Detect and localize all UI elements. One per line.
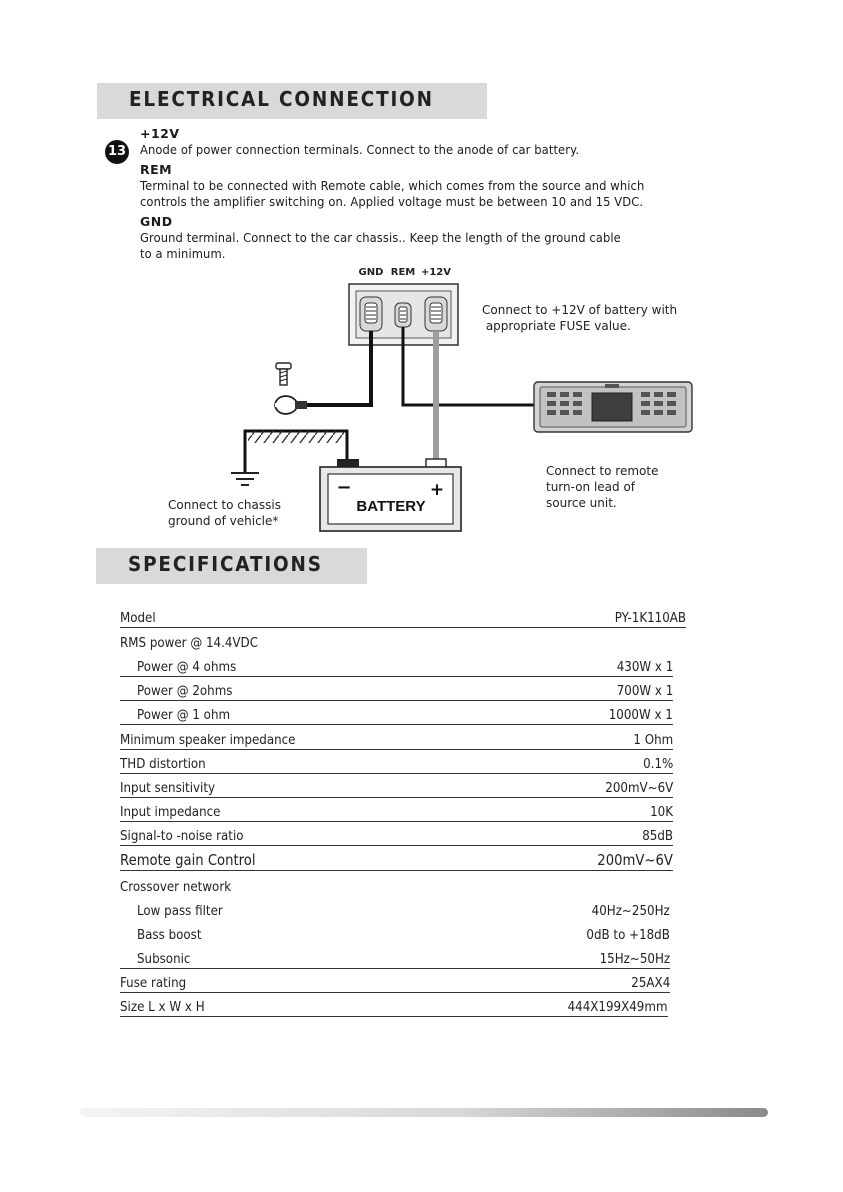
spec-label: Low pass filter: [137, 903, 223, 919]
term-description: Ground terminal. Connect to the car chassis.. Keep the length of the ground cable: [140, 231, 621, 245]
spec-row-bass-boost: [120, 920, 670, 944]
ground-symbol-icon: [231, 473, 259, 485]
ring-terminal-icon: [275, 396, 307, 414]
specifications-banner: [96, 548, 367, 584]
spec-value: PY-1K110AB: [614, 610, 686, 626]
spec-value: 0dB to +18dB: [586, 927, 670, 943]
spec-label: THD distortion: [120, 756, 206, 772]
note-fuse: Connect to +12V of battery with appropriate FUSE value.: [482, 303, 678, 333]
spec-row-power-1ohm: [120, 700, 673, 725]
spec-value: 200mV~6V: [604, 780, 673, 796]
wiring-diagram: [0, 255, 843, 575]
spec-value: 85dB: [642, 828, 673, 844]
spec-row-fuse: [120, 968, 670, 993]
spec-row-remote-gain: [120, 846, 673, 871]
battery-icon: [320, 459, 461, 531]
terminal-gnd: [360, 297, 382, 331]
spec-label: Size L x W x H: [120, 999, 205, 1015]
spec-label: Model: [120, 610, 156, 626]
spec-value: 430W x 1: [616, 659, 673, 675]
section-title-specifications: SPECIFICATIONS: [128, 552, 323, 576]
spec-value: 1 Ohm: [633, 732, 673, 748]
step-number-badge: 13: [105, 140, 129, 164]
spec-row-power-4ohm: [120, 652, 673, 677]
term-12v: [140, 126, 597, 158]
spec-row-low-pass: [120, 896, 670, 920]
spec-row-thd: [120, 749, 673, 774]
spec-value: 200mV~6V: [597, 851, 673, 869]
spec-value: 0.1%: [642, 756, 673, 772]
spec-label: Power @ 1 ohm: [137, 707, 231, 723]
term-description: Terminal to be connected with Remote cable, which comes from the source and which: [140, 179, 645, 193]
spec-value: 444X199X49mm: [568, 999, 668, 1015]
spec-label: Fuse rating: [120, 975, 187, 991]
term-rem: [140, 162, 665, 210]
spec-value: 15Hz~50Hz: [599, 951, 670, 967]
spec-row-subsonic: [120, 944, 670, 969]
spec-label: Bass boost: [137, 927, 202, 943]
note-remote-turn-on: Connect to remote turn-on lead of source unit.: [546, 464, 659, 510]
spec-row-input-sensitivity: [120, 773, 673, 798]
note-chassis-ground: Connect to chassis ground of vehicle*: [168, 498, 281, 528]
term-name: GND: [140, 214, 173, 229]
battery-plus-sign: +: [429, 480, 445, 500]
spec-label: Crossover network: [120, 879, 232, 895]
spec-label: Remote gain Control: [120, 851, 256, 869]
spec-row-input-impedance: [120, 797, 673, 822]
term-description: Anode of power connection terminals. Connect to the anode of car battery.: [140, 143, 580, 157]
spec-label: Input impedance: [120, 804, 221, 820]
spec-value: 25AX4: [631, 975, 670, 991]
term-name: REM: [140, 162, 173, 177]
chassis-ground-hatch: [248, 431, 344, 443]
spec-row-rms-power: [120, 628, 686, 652]
spec-value: 10K: [650, 804, 673, 820]
spec-row-snr: [120, 821, 673, 846]
head-unit-icon: [534, 382, 692, 432]
battery-label: BATTERY: [356, 498, 426, 515]
section-title-electrical: ELECTRICAL CONNECTION: [129, 87, 434, 111]
spec-row-size: [120, 992, 668, 1017]
spec-label: RMS power @ 14.4VDC: [120, 635, 258, 651]
spec-row-crossover: [120, 872, 686, 896]
spec-label: Signal-to -noise ratio: [120, 828, 244, 844]
term-description: to a minimum.: [140, 247, 226, 261]
spec-value: 700W x 1: [616, 683, 673, 699]
terminal-rem: [395, 303, 411, 327]
terminal-label-gnd: GND: [358, 267, 384, 278]
terminal-label-rem: REM: [390, 267, 416, 278]
term-name: +12V: [140, 126, 180, 141]
spec-label: Power @ 2ohms: [137, 683, 233, 699]
electrical-connection-banner: [97, 83, 487, 119]
terminal-12v: [425, 297, 447, 331]
spec-label: Minimum speaker impedance: [120, 732, 296, 748]
spec-label: Subsonic: [137, 951, 191, 967]
spec-label: Input sensitivity: [120, 780, 216, 796]
battery-minus-sign: −: [336, 477, 352, 498]
screw-icon: [276, 363, 291, 385]
spec-row-model: [120, 603, 686, 628]
spec-row-power-2ohm: [120, 676, 673, 701]
spec-value: 40Hz~250Hz: [591, 903, 670, 919]
spec-label: Power @ 4 ohms: [137, 659, 237, 675]
footer-gradient-bar: [80, 1108, 768, 1117]
spec-value: 1000W x 1: [608, 707, 673, 723]
term-description: controls the amplifier switching on. Applied voltage must be between 10 and 15 VDC.: [140, 195, 644, 209]
spec-row-min-impedance: [120, 725, 673, 750]
terminal-label-12v: +12V: [420, 267, 452, 278]
